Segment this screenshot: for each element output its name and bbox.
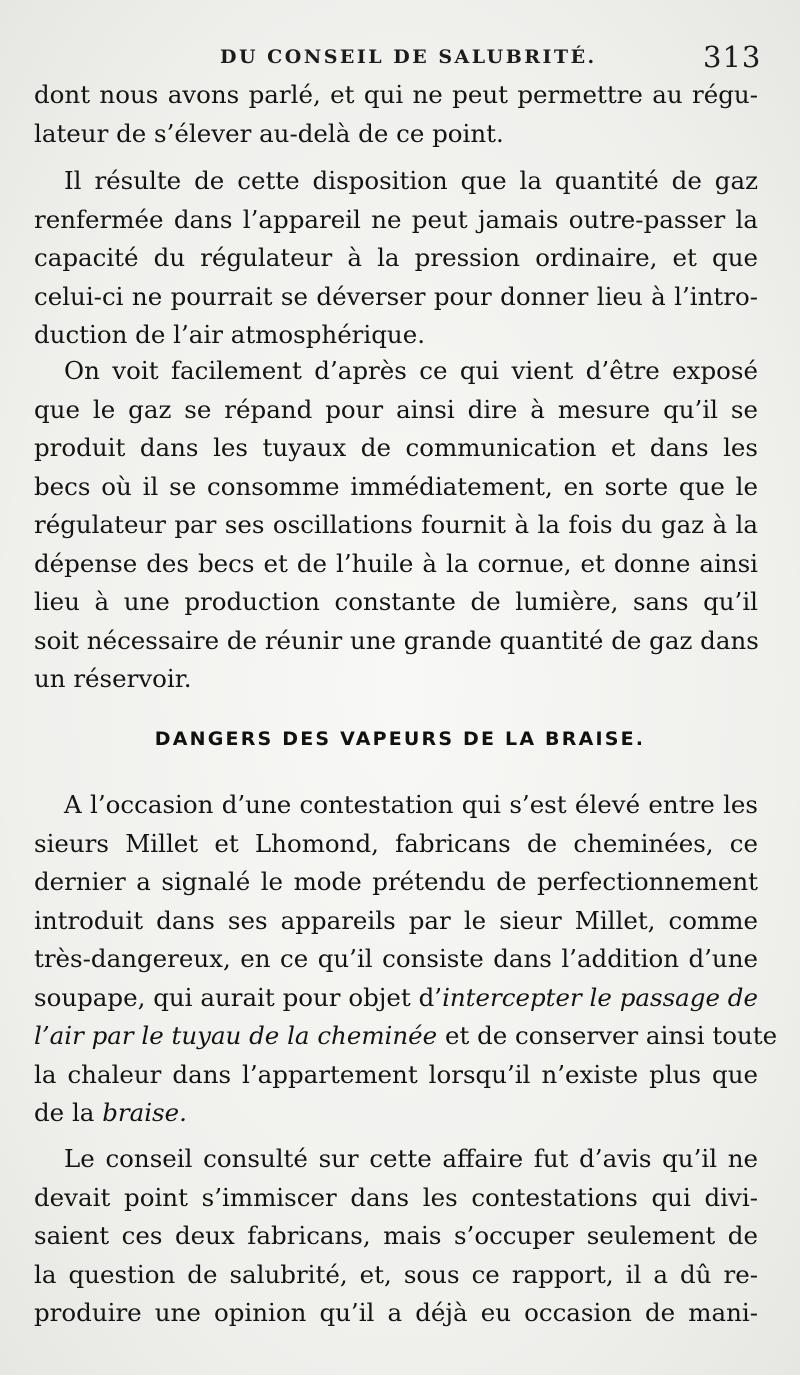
section-heading: DANGERS DES VAPEURS DE LA BRAISE. [154,728,646,750]
text-run: et de conserver ainsi toute [437,1021,778,1050]
paragraph-continuation [34,76,758,153]
text-line [34,1094,758,1133]
text-line: lateur de s’élever au-delà de ce point. [34,118,504,148]
text-line: régulateur par ses oscillations fournit à la fois du gaz à la [34,510,758,539]
text-line: A l’occasion d’une contestation qui s’est élevé entre les [64,790,758,819]
text-line: dépense des becs et de l’huile à la cornue, et donne ainsi [34,548,758,578]
italic-text-run: intercepter le passage de [442,982,758,1012]
text-line: que le gaz se répand pour ainsi dire à mesure qu’il se [34,394,758,424]
paragraph [34,1140,758,1333]
text-line: sieurs Millet et Lhomond, fabricans de cheminées, ce [34,828,758,858]
text-line: la chaleur dans l’appartement lorsqu’il n’existe plus que [34,1059,758,1089]
text-line: capacité du régulateur à la pression ordinaire, et que [34,243,758,272]
paragraph [34,162,758,355]
running-head [0,40,800,74]
text-line: dernier a signalé le mode prétendu de perfectionnement [34,867,758,896]
text-run: soupape, qui aurait pour objet d’ [34,982,443,1012]
text-line: produit dans les tuyaux de communication et dans les [34,433,758,462]
text-line: un réservoir. [34,664,192,693]
text-line: On voit facilement d’après ce qui vient d’être exposé [64,356,758,385]
text-line: devait point s’immiscer dans les contestations qui divi- [34,1182,758,1212]
text-line: celui-ci ne pourrait se déverser pour donner lieu à l’intro- [34,281,758,311]
text-line: duction de l’air atmosphérique. [34,320,425,349]
running-head-title: DU CONSEIL DE SALUBRITÉ. [220,46,597,68]
page-number: 313 [703,40,762,74]
text-line: produire une opinion qu’il a déjà eu occasion de mani- [34,1298,758,1327]
text-line: introduit dans ses appareils par le sieur Millet, comme [34,905,758,935]
text-line: becs où il se consomme immédiatement, en sorte que le [34,471,758,501]
text-line: renfermée dans l’appareil ne peut jamais outre-passer la [34,204,758,234]
text-line [34,979,758,1018]
paragraph [34,786,778,1133]
italic-text-run: l’air par le tuyau de la cheminée [34,1021,438,1050]
text-line [34,1017,778,1056]
text-line: soit nécessaire de réunir une grande quantité de gaz dans [34,625,759,655]
text-line: saient ces deux fabricans, mais s’occuper seulement de [34,1221,758,1250]
paragraph [34,352,758,699]
text-line: la question de salubrité, et, sous ce rapport, il a dû re- [34,1259,758,1289]
text-line: très-dangereux, en ce qu’il consiste dans l’addition d’une [34,944,758,973]
text-line: dont nous avons parlé, et qui ne peut permettre au régu- [34,80,758,109]
text-line: Le conseil consulté sur cette affaire fut d’avis qu’il ne [64,1144,758,1173]
italic-text-run: braise. [102,1098,187,1127]
text-line: lieu à une production constante de lumière, sans qu’il [34,587,758,616]
text-line: Il résulte de cette disposition que la quantité de gaz [64,166,758,195]
text-run: de la [34,1098,103,1127]
